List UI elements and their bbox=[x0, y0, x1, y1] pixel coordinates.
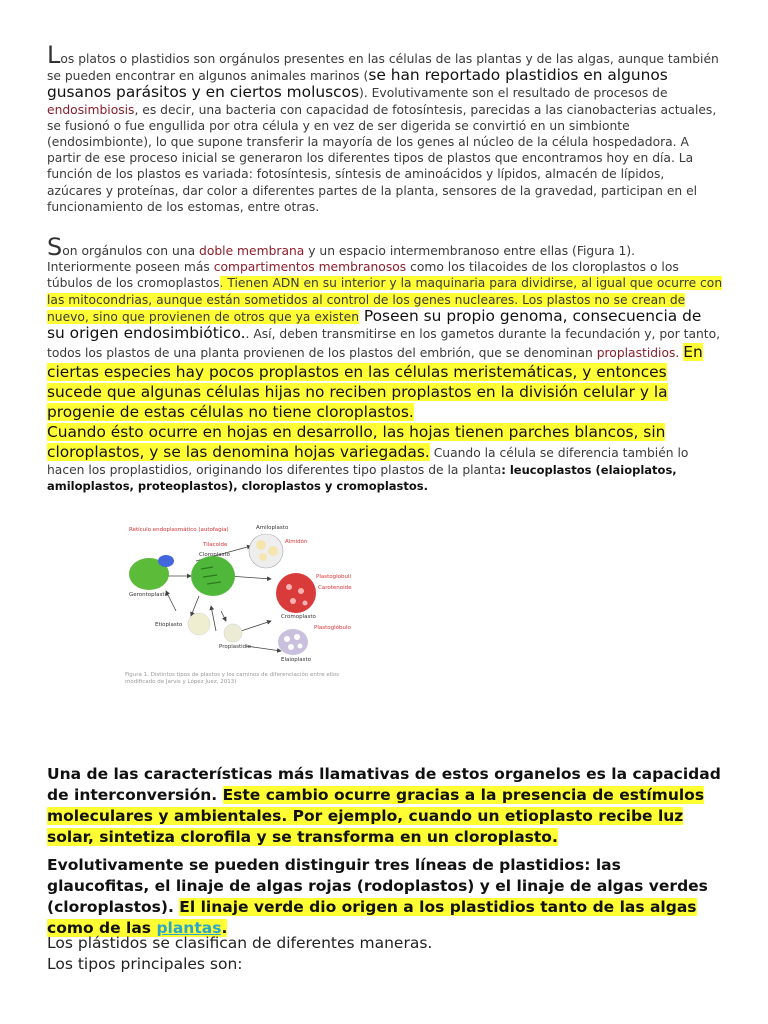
chromoplast-shape bbox=[276, 573, 316, 613]
paragraph-classification bbox=[47, 933, 723, 975]
text: os platos o plastidios son orgánulos presentes en las células de las plantas y de las algas, aunque también se pueden encontrar en algunos animales marinos ( bbox=[47, 52, 719, 84]
plantas-link[interactable]: plantas bbox=[156, 919, 222, 937]
text: . bbox=[675, 346, 684, 361]
label-almidon: Almidón bbox=[285, 539, 308, 545]
text: ). Evolutivamente son el resultado de procesos de bbox=[359, 86, 668, 101]
reticulum-shape bbox=[158, 555, 174, 567]
label-cromoplasto: Cromoplasto bbox=[281, 614, 316, 620]
label-elaioplasto: Elaioplasto bbox=[281, 657, 312, 663]
label-plastoglobulo: Plastoglóbulo bbox=[314, 625, 351, 631]
text: . Así, deben transmitirse en los gametos durante la fecundación y, por tanto, todos los plastos de una planta provienen de los plastos del embrión, que se denominan bbox=[47, 327, 721, 361]
text: Evolutivamente se pueden distinguir tres líneas de plastidios: las glaucofitas, el linaje de algas rojas (rodoplastos) y el linaje de algas verdes (cloroplastos). bbox=[47, 856, 708, 916]
text-line: Los tipos principales son: bbox=[47, 955, 243, 973]
label-proplastidio: Proplastidio bbox=[219, 644, 252, 650]
figure-caption: Figura 1. Distintos tipos de plastos y los caminos de diferenciación entre ellos bbox=[125, 672, 340, 678]
label-cloroplasto: Cloroplasto bbox=[199, 552, 231, 558]
text: on orgánulos con una bbox=[62, 244, 200, 258]
highlighted-text: En ciertas especies hay pocos proplastos en las células meristemáticas, y entonces sucede que algunas células hijas no reciben proplastos en la división celular y la progenie de estas células no tiene cloroplastos. bbox=[47, 343, 703, 422]
figure-caption-2: modificado de Jarvis y López Juez, 2013) bbox=[125, 679, 237, 685]
term-link[interactable]: doble membrana bbox=[199, 244, 305, 258]
label-tilacoide: Tilacoide bbox=[203, 542, 228, 548]
drop-cap: L bbox=[47, 41, 61, 69]
emphasis-text: se han reportado plastidios en algunos gusanos parásitos y en ciertos moluscos bbox=[47, 66, 668, 102]
text: como los tilacoides de los cloroplastos o los túbulos de los cromoplastos bbox=[47, 260, 679, 291]
etioplast-shape bbox=[188, 613, 210, 635]
highlighted-text: . Tienen ADN en su interior y la maquinaria para dividirse, al igual que ocurre con las mitocondrias, aunque están sometidos al control de los genes nucleares. Los plastos no se crean de nuevo, sino que provienen de otros que ya existen bbox=[47, 276, 723, 324]
proplastid-shape bbox=[224, 624, 242, 642]
label-etioplasto: Etioplasto bbox=[155, 622, 183, 628]
highlighted-text: Este cambio ocurre gracias a la presencia de estímulos moleculares y ambientales. Por ejemplo, cuando un etioplasto recibe luz solar, sintetiza clorofila y se transforma en un cloroplasto. bbox=[47, 786, 705, 846]
text: Cuando la célula se diferencia también lo hacen los proplastidios, originando los diferentes tipo plastos de la planta bbox=[47, 446, 689, 478]
text: , es decir, una bacteria con capacidad de fotosíntesis, parecidas a las cianobacterias actuales, se fusionó o fue engullida por otra célula y en vez de ser digerida se convirtió en un simbionte (endosimbionte), lo que supone transferir la mayoría de los genes al núcleo de la célula hospedadora. A partir de ese proceso inicial se generaron los diferentes tipos de plastos que encontramos hoy en día. La función de los plastos es variada: fotosíntesis, síntesis de aminoácidos y lípidos, almacén de lípidos, azúcares y proteínas, dar color a diferentes partes de la planta, sensores de la gravedad, participan en el funcionamiento de los estomas, entre otras. bbox=[47, 102, 717, 214]
label-plastoglobuli: Plastoglobuli bbox=[316, 574, 352, 580]
label-gerontoplasto: Gerontoplasto bbox=[129, 592, 168, 598]
text: y un espacio intermembranoso entre ellas (Figura 1). Interiormente poseen más bbox=[47, 244, 636, 275]
term-link[interactable]: compartimentos membranosos bbox=[213, 260, 407, 275]
text-line: Los plástidos se clasifican de diferentes maneras. bbox=[47, 934, 433, 952]
label-amiloplasto: Amiloplasto bbox=[256, 525, 289, 531]
paragraph-intro bbox=[47, 41, 723, 215]
drop-cap: S bbox=[47, 233, 63, 261]
label-reticulo: Retículo endoplasmático (autofagia) bbox=[129, 527, 229, 533]
term-link[interactable]: endosimbiosis bbox=[47, 102, 135, 117]
term-link[interactable]: proplastidios bbox=[596, 346, 676, 361]
text: Una de las características más llamativas de estos organelos es la capacidad de interconversión. bbox=[47, 765, 721, 804]
highlighted-text: El linaje verde dio origen a los plastidios tanto de las algas como de las bbox=[47, 898, 697, 937]
elaioplast-shape bbox=[278, 629, 308, 655]
label-carotenoide: Carotenoide bbox=[318, 585, 352, 591]
emphasis-text: Poseen su propio genoma, consecuencia de su origen endosimbiótico. bbox=[47, 306, 702, 343]
paragraph-interconversion bbox=[47, 764, 723, 848]
text: . bbox=[221, 919, 228, 937]
highlighted-text: Cuando ésto ocurre en hojas en desarrollo, las hojas tienen parches blancos, sin cloroplastos, y se las denomina hojas variegadas. bbox=[47, 423, 666, 462]
bold-text: : leucoplastos (elaioplatos, amiloplastos, proteoplastos), cloroplastos y cromoplastos. bbox=[47, 463, 677, 494]
paragraph-structure bbox=[47, 233, 723, 495]
plastid-diagram bbox=[121, 521, 366, 691]
paragraph-evolution bbox=[47, 855, 723, 939]
